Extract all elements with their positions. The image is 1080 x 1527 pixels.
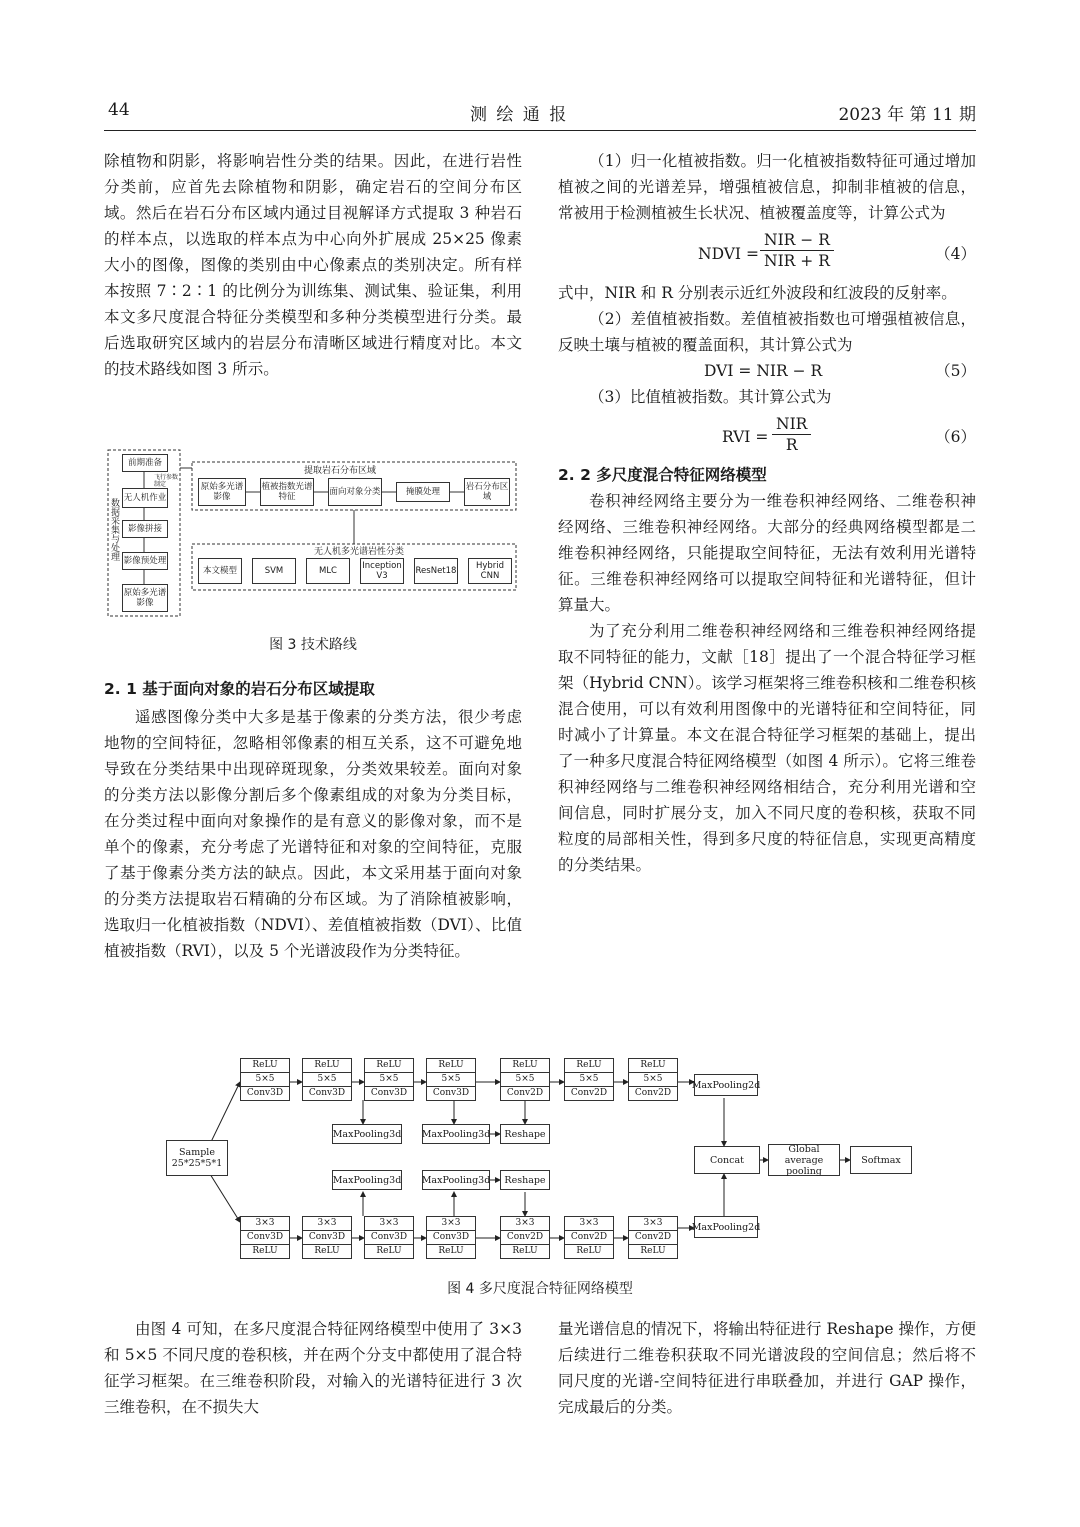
- fig3-top-box: 植被指数光谱特征: [260, 478, 314, 506]
- fig3-caption: 图 3 技术路线: [269, 637, 357, 653]
- eq6-lhs: RVI =: [722, 428, 769, 446]
- equation-5: [558, 358, 976, 384]
- fig4-caption: 图 4 多尺度混合特征网络模型: [447, 1281, 633, 1297]
- fig4-maxpool3d-bot: MaxPooling3d: [332, 1170, 402, 1190]
- fig3-small-label: 飞行参数制定: [154, 474, 179, 488]
- fig4-maxpool2d-bot: MaxPooling2d: [694, 1216, 758, 1238]
- fig4-softmax: Softmax: [850, 1146, 912, 1174]
- fig4-top-layer: ReLU 5×5 Conv2D: [500, 1058, 550, 1101]
- eq5-expr: DVI = NIR − R: [704, 362, 823, 380]
- fig3-top-title: 提取岩石分布区域: [304, 466, 377, 476]
- paragraph: 除植物和阴影，将影响岩性分类的结果。因此，在进行岩性分类前，应首先去除植物和阴影，确定岩石的空间分布区域。然后在岩石分布区域内通过目视解译方式提取 3 种岩石的样本点，以选取的样本点为中心向外扩展成 25×25 像素大小的图像，图像的类别由中心像素点的类别决定。所有样本按照 7∶2∶1 的比例分为训练集、测试集、验证集，利用本文多尺度混合特征分类模型和多种分类模型进行分类。最后选取研究区域内的岩层分布清晰区域进行精度对比。本文的技术路线如图 3 所示。: [104, 152, 522, 378]
- eq6-frac: [772, 414, 811, 455]
- fig4-reshape-top: Reshape: [500, 1124, 550, 1144]
- bottom-left: [104, 1316, 522, 1420]
- fig4-sample: Sample 25*25*5*1: [166, 1140, 228, 1176]
- fig3-bottom-title: 无人机多光谱岩性分类: [314, 547, 405, 557]
- fig3-top-box: 面向对象分类: [328, 478, 382, 506]
- fig4-bot-layer: 3×3 Conv2D ReLU: [628, 1216, 678, 1259]
- bottom-right: [558, 1316, 976, 1420]
- paragraph: 卷积神经网络主要分为一维卷积神经网络、二维卷积神经网络、三维卷积神经网络。大部分的经典网络模型都是二维卷积神经网络，只能提取空间特征，无法有效利用光谱特征。三维卷积神经网络可以提取空间特征和光谱特征，但计算量大。: [558, 492, 976, 614]
- fig4-bot-layer: 3×3 Conv2D ReLU: [564, 1216, 614, 1259]
- eq5-number: （5）: [935, 362, 976, 380]
- equation-4: [558, 226, 976, 280]
- fig3-model-box: MLC: [306, 558, 350, 584]
- fig4-maxpool3d-top: MaxPooling3d: [422, 1124, 490, 1144]
- section-heading: 2. 2 多尺度混合特征网络模型: [558, 466, 767, 484]
- fig3-box-prep: 前期准备: [122, 454, 168, 472]
- fig3-top-box: 原始多光谱影像: [198, 478, 246, 506]
- fig4-bot-layer: 3×3 Conv3D ReLU: [364, 1216, 414, 1259]
- left-column-2: [104, 676, 522, 964]
- fig3-box-raw: 原始多光谱影像: [122, 584, 168, 612]
- fig3-top-box: 掩膜处理: [396, 482, 450, 502]
- fig4-bot-layer: 3×3 Conv3D ReLU: [426, 1216, 476, 1259]
- paragraph: 为了充分利用二维卷积神经网络和三维卷积神经网络提取不同特征的能力，文献［18］提出了一个混合特征学习框架（Hybrid CNN）。该学习框架将三维卷积核和二维卷积核混合使用，可以有效利用图像中的光谱特征和空间特征，同时减小了计算量。本文在混合特征学习框架的基础上，提出了一种多尺度混合特征网络模型（如图 4 所示）。它将三维卷积神经网络与二维卷积神经网络相结合，充分利用光谱和空间信息，同时扩展分支，加入不同尺度的卷积核，获取不同粒度的局部相关性，得到多尺度的特征信息，实现更高精度的分类结果。: [558, 622, 976, 874]
- fig4-top-layer: ReLU 5×5 Conv3D: [302, 1058, 352, 1101]
- fig3-model-box: Hybrid CNN: [468, 558, 512, 584]
- fig3-model-box: ResNet18: [414, 558, 458, 584]
- right-column: [558, 148, 976, 878]
- paragraph: （1）归一化植被指数。归一化植被指数特征可通过增加植被之间的光谱差异，增强植被信息，抑制非植被的信息，常被用于检测植被生长状况、植被覆盖度等，计算公式为: [558, 152, 976, 222]
- equation-6: [558, 410, 976, 462]
- fig3-box-preprocess: 影像预处理: [122, 552, 168, 570]
- left-column: [104, 148, 522, 382]
- fig3-side-label: 数据采集与处理: [109, 498, 119, 561]
- eq4-frac: [760, 230, 834, 271]
- fig4-top-layer: ReLU 5×5 Conv2D: [628, 1058, 678, 1101]
- fig3-box-mosaic: 影像拼接: [122, 520, 168, 538]
- eq4-number: （4）: [935, 245, 976, 263]
- fig4-concat: Concat: [694, 1146, 760, 1174]
- eq6-den: R: [785, 436, 798, 454]
- section-heading: 2. 1 基于面向对象的岩石分布区域提取: [104, 680, 375, 698]
- fig4-maxpool3d-top: MaxPooling3d: [332, 1124, 402, 1144]
- fig4-bot-layer: 3×3 Conv3D ReLU: [240, 1216, 290, 1259]
- paragraph: （2）差值植被指数。差值植被指数也可增强植被信息，反映土壤与植被的覆盖面积，其计算公式为: [558, 310, 976, 354]
- paragraph: 量光谱信息的情况下，将输出特征进行 Reshape 操作，方便后续进行二维卷积获取不同光谱波段的空间信息；然后将不同尺度的光谱-空间特征进行串联叠加，并进行 GAP 操作，完成最后的分类。: [558, 1320, 976, 1416]
- eq4-den: NIR + R: [764, 252, 830, 270]
- fig4-maxpool2d-top: MaxPooling2d: [694, 1074, 758, 1096]
- fig4-gap: Global average pooling: [768, 1144, 840, 1176]
- fig4-bot-layer: 3×3 Conv3D ReLU: [302, 1216, 352, 1259]
- paragraph: 由图 4 可知，在多尺度混合特征网络模型中使用了 3×3 和 5×5 不同尺度的卷积核，并在两个分支中都使用了混合特征学习框架。在三维卷积阶段，对输入的光谱特征进行 3 次三维卷积，在不损失大: [104, 1320, 522, 1416]
- eq4-lhs: NDVI =: [698, 245, 759, 263]
- figure-3: [104, 448, 522, 620]
- paragraph: 式中，NIR 和 R 分别表示近红外波段和红波段的反射率。: [558, 284, 957, 302]
- issue-label: 2023 年 第 11 期: [838, 105, 976, 125]
- fig3-top-box: 岩石分布区域: [464, 478, 510, 506]
- fig3-model-box: SVM: [252, 558, 296, 584]
- page-number: 44: [108, 100, 130, 120]
- paragraph: 遥感图像分类中大多是基于像素的分类方法，很少考虑地物的空间特征，忽略相邻像素的相互关系，这不可避免地导致在分类结果中出现碎斑现象，分类效果较差。面向对象的分类方法以影像分割后多个像素组成的对象为分类目标，在分类过程中面向对象操作的是有意义的影像对象，而不是单个的像素，充分考虑了光谱特征和对象的空间特征，克服了基于像素分类方法的缺点。因此，本文采用基于面向对象的分类方法提取岩石精确的分布区域。为了消除植被影响，选取归一化植被指数（NDVI）、差值植被指数（DVI）、比值植被指数（RVI），以及 5 个光谱波段作为分类特征。: [104, 708, 522, 960]
- fig4-maxpool3d-bot: MaxPooling3d: [422, 1170, 490, 1190]
- fig3-model-box: Inception V3: [360, 558, 404, 584]
- figure-4: [160, 1052, 920, 1270]
- fig4-bot-layer: 3×3 Conv2D ReLU: [500, 1216, 550, 1259]
- fig4-top-layer: ReLU 5×5 Conv3D: [240, 1058, 290, 1101]
- journal-title: 测 绘 通 报: [470, 105, 569, 125]
- fig3-box-uav: 无人机作业: [122, 488, 168, 508]
- fig4-top-layer: ReLU 5×5 Conv3D: [426, 1058, 476, 1101]
- eq4-num: NIR − R: [760, 230, 834, 251]
- paragraph: （3）比值植被指数。其计算公式为: [589, 388, 832, 406]
- fig4-reshape-bot: Reshape: [500, 1170, 550, 1190]
- fig4-top-layer: ReLU 5×5 Conv3D: [364, 1058, 414, 1101]
- eq6-number: （6）: [935, 428, 976, 446]
- eq6-num: NIR: [772, 414, 811, 435]
- header-rule: [104, 130, 976, 131]
- fig4-top-layer: ReLU 5×5 Conv2D: [564, 1058, 614, 1101]
- fig3-model-box: 本文模型: [198, 558, 242, 584]
